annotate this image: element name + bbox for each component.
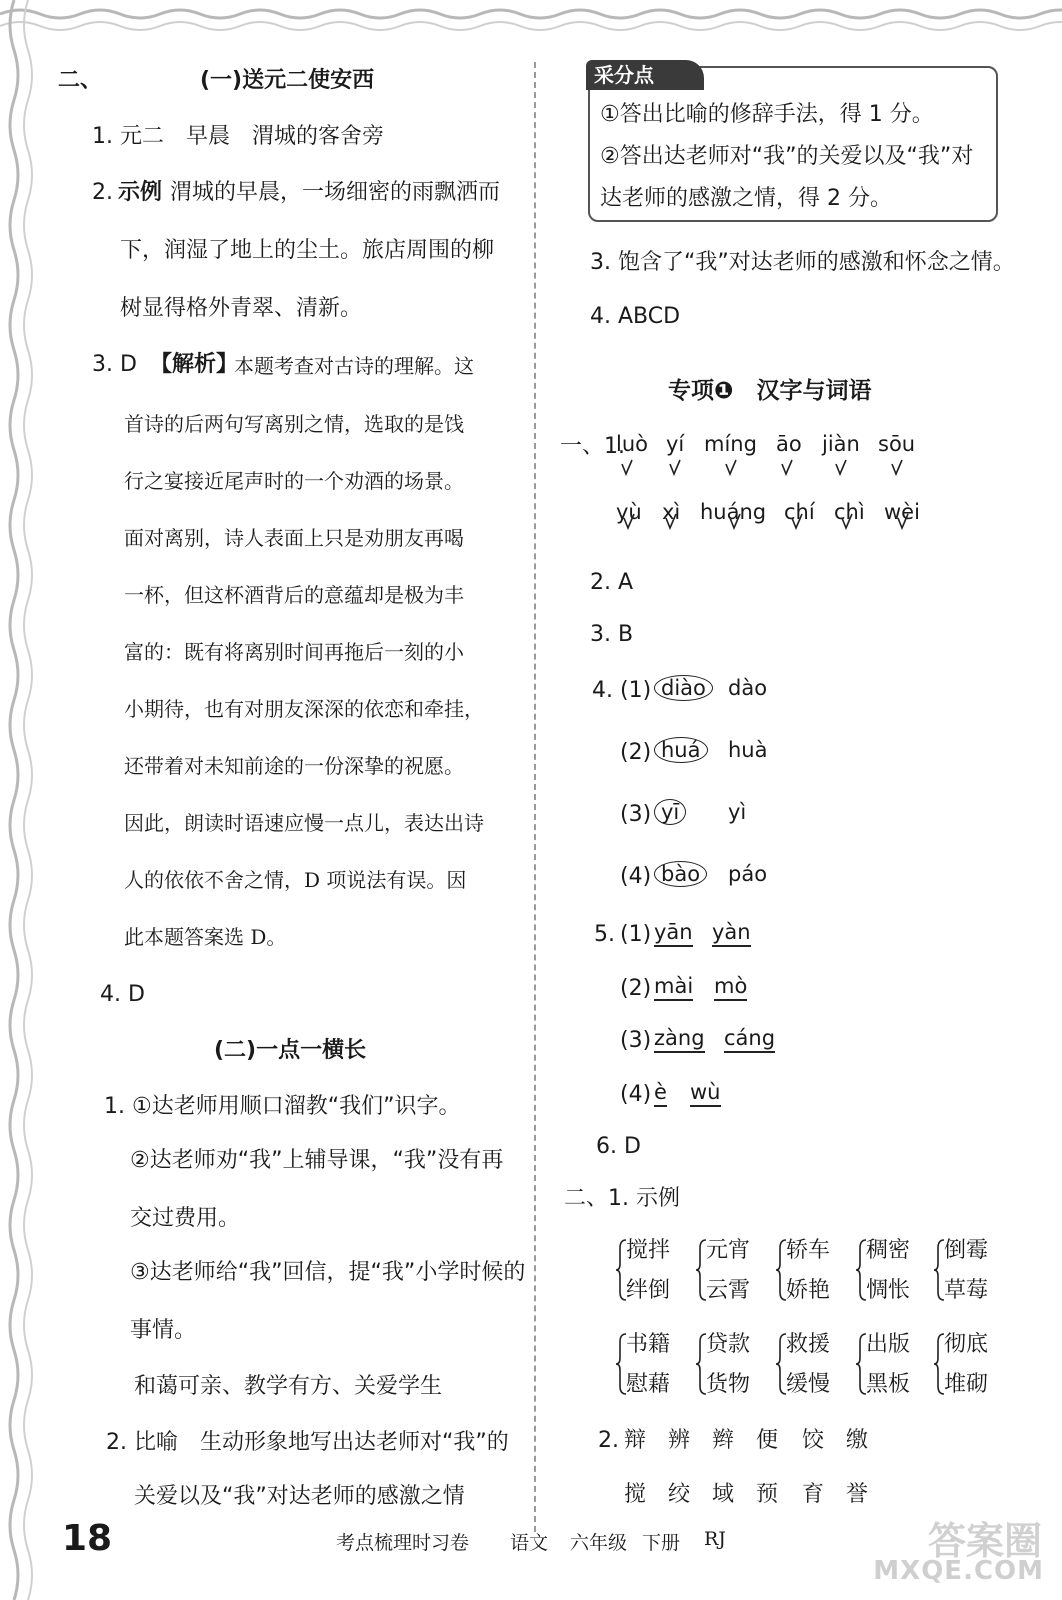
answer-2-line: 树显得格外青翠、清新。 [120,296,363,321]
section-label-two: 二、 [58,68,103,93]
analysis-line: 富的：既有将离别时间再拖后一刻的小 [124,640,464,664]
part1-answer-2: 2. A [590,570,634,595]
word-pair-item: 慰藉 [626,1372,671,1397]
part2-answer-1-line: 1. ①达老师用顺口溜教“我们”识字。 [104,1094,461,1119]
word-pair-item: 惆怅 [866,1278,911,1303]
column-divider [534,62,536,1532]
part1-label: 一、1. [560,434,625,459]
analysis-line: 人的依依不舍之情，D 项说法有误。因 [124,868,467,892]
character: 育 [802,1482,825,1507]
character: 缴 [846,1428,869,1453]
character: 搅 [624,1482,647,1507]
pinyin: yù [616,500,642,524]
underlined-pinyin: è [654,1080,667,1107]
word-pair-item: 堆砌 [944,1372,989,1397]
analysis-line: 行之宴接近尾声时的一个劝酒的场景。 [124,469,464,493]
underlined-pinyin: yàn [712,920,751,947]
edition: RJ [704,1528,726,1550]
pinyin: huà [728,738,768,762]
subject: 语文 [510,1532,549,1554]
analysis-line: 本题考查对古诗的理解。这 [234,354,474,378]
word-pair-item: 出版 [866,1332,911,1357]
item-index: (4) [620,1082,652,1107]
character: 域 [712,1482,735,1507]
analysis-line: 一杯，但这杯酒背后的意蕴却是极为丰 [124,583,464,607]
decorative-top-border [0,0,1062,50]
part1-answer-4-label: 4. [592,678,613,703]
right-answer-3: 3. 饱含了“我”对达老师的感激和怀念之情。 [590,250,1015,275]
word-pair-item: 搅拌 [626,1238,671,1263]
underlined-pinyin: wù [690,1080,721,1107]
item-index: (1) [620,922,652,947]
watermark-url: MXQE.COM [873,1556,1044,1586]
underlined-pinyin: zàng [654,1026,705,1053]
underlined-pinyin: mò [714,974,747,1001]
item-index: (2) [620,740,652,765]
answer-2-line: 渭城的早晨，一场细密的雨飘洒而 [170,180,501,205]
word-pair-item: 救援 [786,1332,831,1357]
character: 预 [756,1482,779,1507]
watermark-logo: 答案圈 [927,1519,1042,1563]
character: 辩 [624,1428,647,1453]
analysis-line: 面对离别，诗人表面上只是劝朋友再喝 [124,526,464,550]
analysis-line: 首诗的后两句写离别之情，选取的是饯 [124,412,464,436]
scoring-point-line: ①答出比喻的修辞手法，得 1 分。 [600,102,934,127]
word-pair-item: 元宵 [706,1238,751,1263]
part2-answer-1-line: 交过费用。 [130,1206,241,1231]
analysis-line: 此本题答案选 D。 [124,925,287,949]
word-pair-item: 稠密 [866,1238,911,1263]
part1-answer-5-label: 5. [594,922,615,947]
pinyin: xì [662,500,681,524]
item-index: (4) [620,864,652,889]
book-title: 考点梳理时习卷 [336,1532,470,1554]
scoring-point-line: ②答出达老师对“我”的关爱以及“我”对 [600,144,974,169]
word-pair-item: 云霄 [706,1278,751,1303]
pinyin: dào [728,676,768,700]
answer-2-line: 下，润湿了地上的尘土。旅店周围的柳 [120,238,495,263]
underlined-pinyin: cáng [724,1026,775,1053]
answer-2-number: 2. [92,180,113,205]
pinyin: páo [728,862,768,886]
part1-answer-6: 6. D [596,1134,641,1159]
answer-3-head: 3. D [92,352,137,377]
part2-answer-1-line: 和蔼可亲、教学有方、关爱学生 [134,1374,443,1399]
part2-label: 二、1. 示例 [564,1186,680,1211]
grade: 六年级 [570,1532,628,1554]
pinyin: jiàn [822,432,860,456]
decorative-left-border [0,0,50,1600]
pinyin: chì [834,500,865,524]
item-index: (3) [620,1028,652,1053]
volume: 下册 [642,1532,681,1554]
tone-check-marks [600,452,940,542]
underlined-pinyin: mài [654,974,693,1001]
pinyin: yì [728,800,747,824]
word-pair-item: 彻底 [944,1332,989,1357]
character: 绞 [668,1482,691,1507]
pinyin: huáng [700,500,767,524]
answer-4: 4. D [100,982,145,1007]
character: 辨 [668,1428,691,1453]
word-pair-item: 倒霉 [944,1238,989,1263]
right-answer-4: 4. ABCD [590,304,681,329]
scoring-point-line: 达老师的感激之情，得 2 分。 [600,186,892,211]
part2-answer-2-line: 关爱以及“我”对达老师的感激之情 [134,1484,465,1509]
page-number: 18 [62,1518,113,1559]
word-pair-item: 娇艳 [786,1278,831,1303]
section-title: 专项❶ 汉字与词语 [668,378,872,404]
answer-1: 1. 元二 早晨 渭城的客舍旁 [92,124,384,149]
word-pair-item: 书籍 [626,1332,671,1357]
word-pair-item: 绊倒 [626,1278,671,1303]
part2-answer-1-line: ②达老师劝“我”上辅导课，“我”没有再 [130,1148,504,1173]
character: 饺 [802,1428,825,1453]
pinyin: chí [784,500,815,524]
scoring-points-tag: 采分点 [586,60,704,90]
passage-title-1: (一)送元二使安西 [200,68,375,93]
analysis-line: 因此，朗读时语速应慢一点儿，表达出诗 [124,811,484,835]
analysis-line: 还带着对未知前途的一份深挚的祝愿。 [124,754,464,778]
underlined-pinyin: yān [654,920,693,947]
part2-answer-2-line: 2. 比喻 生动形象地写出达老师对“我”的 [106,1430,509,1455]
item-index: (2) [620,976,652,1001]
item-index: (3) [620,802,652,827]
pinyin: āo [776,432,802,456]
analysis-line: 小期待，也有对朋友深深的依恋和牵挂， [124,697,484,721]
character: 辫 [712,1428,735,1453]
word-pair-item: 草莓 [944,1278,989,1303]
passage-title-2: (二)一点一横长 [214,1038,367,1063]
part2-answer-1-line: ③达老师给“我”回信，提“我”小学时候的 [130,1260,526,1285]
answer-2-example-tag: 示例 [118,180,163,205]
item-index: (1) [620,678,652,703]
word-pair-item: 轿车 [786,1238,831,1263]
word-pair-item: 缓慢 [786,1372,831,1397]
pinyin: míng [704,432,757,456]
pinyin: sōu [878,432,916,456]
pinyin: luò [616,432,648,456]
circled-pinyin: bào [654,861,707,887]
word-pair-item: 黑板 [866,1372,911,1397]
pinyin: yí [666,432,685,456]
word-pair-item: 货物 [706,1372,751,1397]
part2-answer-2-label: 2. [598,1428,619,1453]
circled-pinyin: diào [654,675,713,701]
pinyin: wèi [884,500,920,524]
word-pair-item: 贷款 [706,1332,751,1357]
circled-pinyin: yī [654,799,686,825]
part2-answer-1-line: 事情。 [130,1318,197,1343]
character: 便 [756,1428,779,1453]
circled-pinyin: huá [654,737,708,763]
analysis-tag: 【解析】 [150,352,239,377]
part1-answer-3: 3. B [590,622,634,647]
character: 誉 [846,1482,869,1507]
